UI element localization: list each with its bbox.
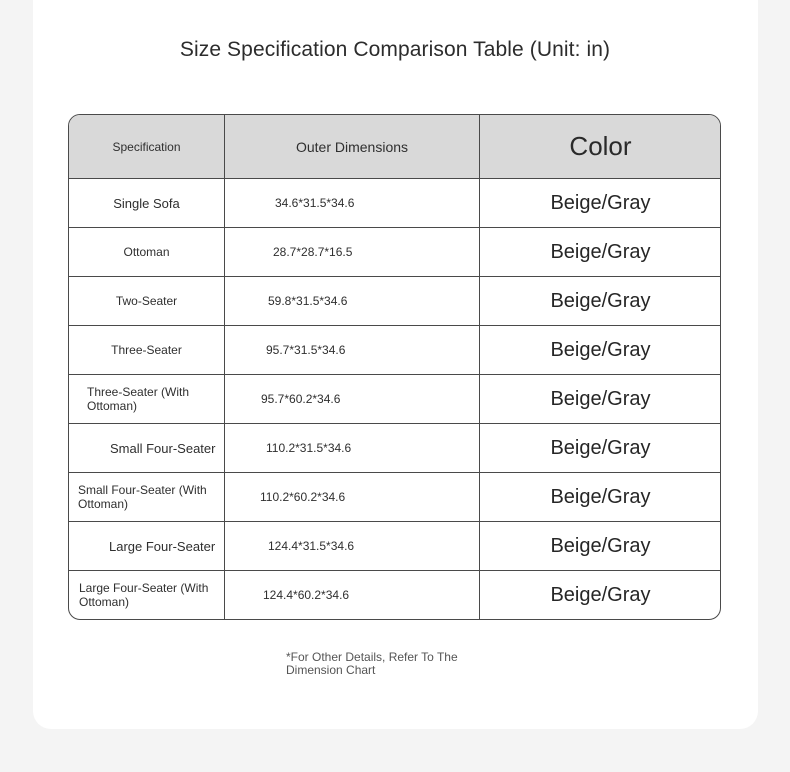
row-specification: Two-Seater bbox=[69, 277, 225, 326]
row-specification: Ottoman bbox=[69, 228, 225, 277]
table-row bbox=[69, 571, 722, 620]
row-color: Beige/Gray bbox=[480, 326, 722, 375]
table-row bbox=[69, 228, 722, 277]
row-dimensions: 110.2*60.2*34.6 bbox=[225, 473, 480, 522]
footnote: *For Other Details, Refer To The Dimension Chart bbox=[286, 650, 458, 677]
row-specification: Three-Seater (With Ottoman) bbox=[69, 375, 225, 424]
table-row bbox=[69, 424, 722, 473]
table-row bbox=[69, 326, 722, 375]
page-title: Size Specification Comparison Table (Unit: in) bbox=[179, 38, 611, 61]
table-row bbox=[69, 522, 722, 571]
row-color: Beige/Gray bbox=[480, 228, 722, 277]
header-color: Color bbox=[480, 115, 722, 179]
row-dimensions: 59.8*31.5*34.6 bbox=[225, 277, 480, 326]
row-specification: Large Four-Seater bbox=[69, 522, 225, 571]
row-specification: Large Four-Seater (With Ottoman) bbox=[69, 571, 225, 620]
row-specification: Small Four-Seater (With Ottoman) bbox=[69, 473, 225, 522]
size-spec-table bbox=[68, 114, 721, 620]
row-color: Beige/Gray bbox=[480, 571, 722, 620]
header-specification: Specification bbox=[69, 115, 225, 179]
row-specification: Small Four-Seater bbox=[69, 424, 225, 473]
row-dimensions: 95.7*60.2*34.6 bbox=[225, 375, 480, 424]
row-dimensions: 124.4*60.2*34.6 bbox=[225, 571, 480, 620]
header-outer-dimensions: Outer Dimensions bbox=[225, 115, 480, 179]
row-specification: Single Sofa bbox=[69, 179, 225, 228]
row-color: Beige/Gray bbox=[480, 473, 722, 522]
row-color: Beige/Gray bbox=[480, 277, 722, 326]
size-spec-table-container bbox=[68, 114, 721, 620]
row-specification: Three-Seater bbox=[69, 326, 225, 375]
row-dimensions: 95.7*31.5*34.6 bbox=[225, 326, 480, 375]
table-row bbox=[69, 179, 722, 228]
table-header-row bbox=[69, 115, 722, 179]
table-row bbox=[69, 277, 722, 326]
row-dimensions: 28.7*28.7*16.5 bbox=[225, 228, 480, 277]
row-color: Beige/Gray bbox=[480, 375, 722, 424]
row-color: Beige/Gray bbox=[480, 424, 722, 473]
row-dimensions: 124.4*31.5*34.6 bbox=[225, 522, 480, 571]
table-row bbox=[69, 473, 722, 522]
row-color: Beige/Gray bbox=[480, 179, 722, 228]
row-dimensions: 110.2*31.5*34.6 bbox=[225, 424, 480, 473]
table-row bbox=[69, 375, 722, 424]
row-color: Beige/Gray bbox=[480, 522, 722, 571]
row-dimensions: 34.6*31.5*34.6 bbox=[225, 179, 480, 228]
